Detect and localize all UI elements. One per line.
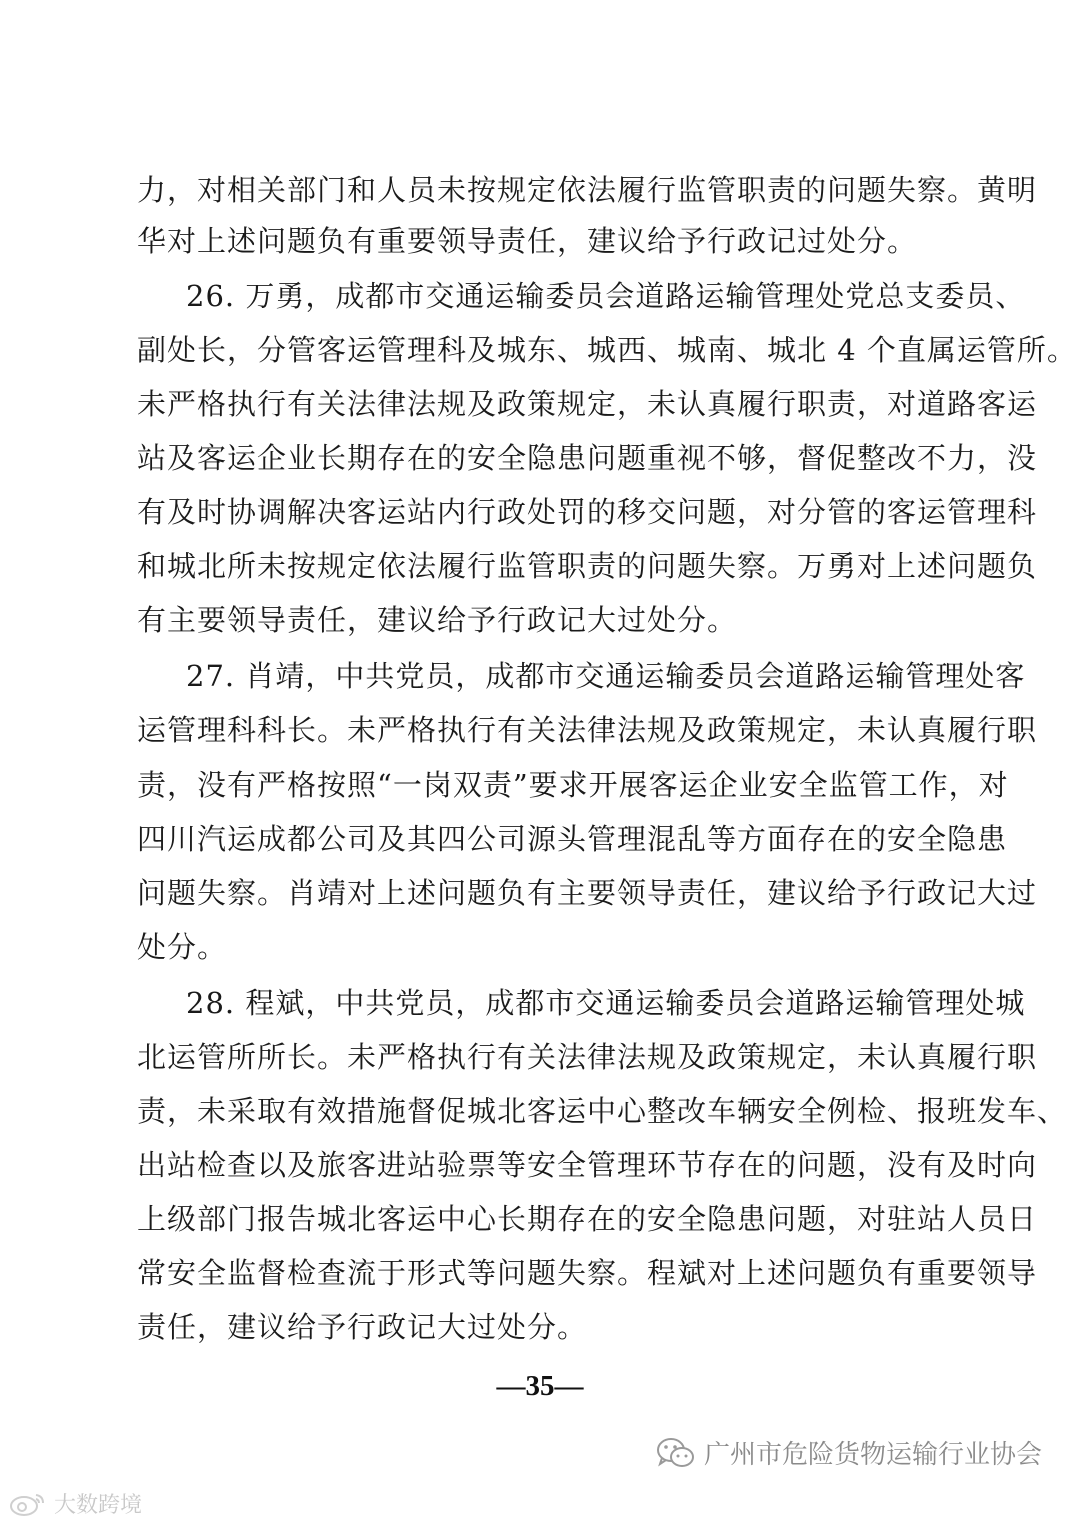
text-line: 有及时协调解决客运站内行政处罚的移交问题，对分管的客运管理科 (137, 495, 1038, 529)
text-line: 处分。 (137, 930, 228, 964)
text-line: 上级部门报告城北客运中心长期存在的安全隐患问题，对驻站人员日 (137, 1202, 1038, 1236)
text-line: 和城北所未按规定依法履行监管职责的问题失察。万勇对上述问题负 (137, 549, 1038, 583)
wechat-watermark (656, 1434, 1042, 1471)
text-line: 站及客运企业长期存在的安全隐患问题重视不够，督促整改不力，没 (137, 441, 1038, 475)
text-line: 运管理科科长。未严格执行有关法律法规及政策规定，未认真履行职 (137, 713, 1038, 747)
text-line: 责，未采取有效措施督促城北客运中心整改车辆安全例检、报班发车、 (137, 1094, 1068, 1128)
paragraph-start-27: 27. 肖靖，中共党员，成都市交通运输委员会道路运输管理处客 (186, 659, 1026, 693)
text-line: 问题失察。肖靖对上述问题负有主要领导责任，建议给予行政记大过 (137, 876, 1038, 910)
text-line: 未严格执行有关法律法规及政策规定，未认真履行职责，对道路客运 (137, 387, 1038, 421)
text-line: 出站检查以及旅客进站验票等安全管理环节存在的问题，没有及时向 (137, 1148, 1038, 1182)
wechat-icon (656, 1436, 696, 1470)
paragraph-start-28: 28. 程斌，中共党员，成都市交通运输委员会道路运输管理处城 (186, 986, 1026, 1020)
text-line: 华对上述问题负有重要领导责任，建议给予行政记过处分。 (137, 224, 918, 258)
text-line: 副处长，分管客运管理科及城东、城西、城南、城北 4 个直属运管所。 (137, 333, 1077, 367)
text-line: 四川汽运成都公司及其四公司源头管理混乱等方面存在的安全隐患 (137, 822, 1008, 856)
text-line: 常安全监督检查流于形式等问题失察。程斌对上述问题负有重要领导 (137, 1256, 1038, 1290)
page-number: —35— (496, 1370, 584, 1402)
weibo-icon (8, 1491, 48, 1517)
weibo-account-name: 大数跨境 (54, 1493, 143, 1518)
text-line: 力，对相关部门和人员未按规定依法履行监管职责的问题失察。黄明 (137, 173, 1038, 207)
paragraph-start-26: 26. 万勇，成都市交通运输委员会道路运输管理处党总支委员、 (186, 279, 1026, 313)
weibo-watermark (8, 1488, 142, 1519)
text-line: 责，没有严格按照“一岗双责”要求开展客运企业安全监管工作，对 (137, 768, 1009, 802)
wechat-account-name: 广州市危险货物运输行业协会 (703, 1440, 1042, 1470)
text-line: 有主要领导责任，建议给予行政记大过处分。 (137, 603, 738, 637)
text-line: 责任，建议给予行政记大过处分。 (137, 1310, 588, 1344)
text-line: 北运管所所长。未严格执行有关法律法规及政策规定，未认真履行职 (137, 1040, 1038, 1074)
